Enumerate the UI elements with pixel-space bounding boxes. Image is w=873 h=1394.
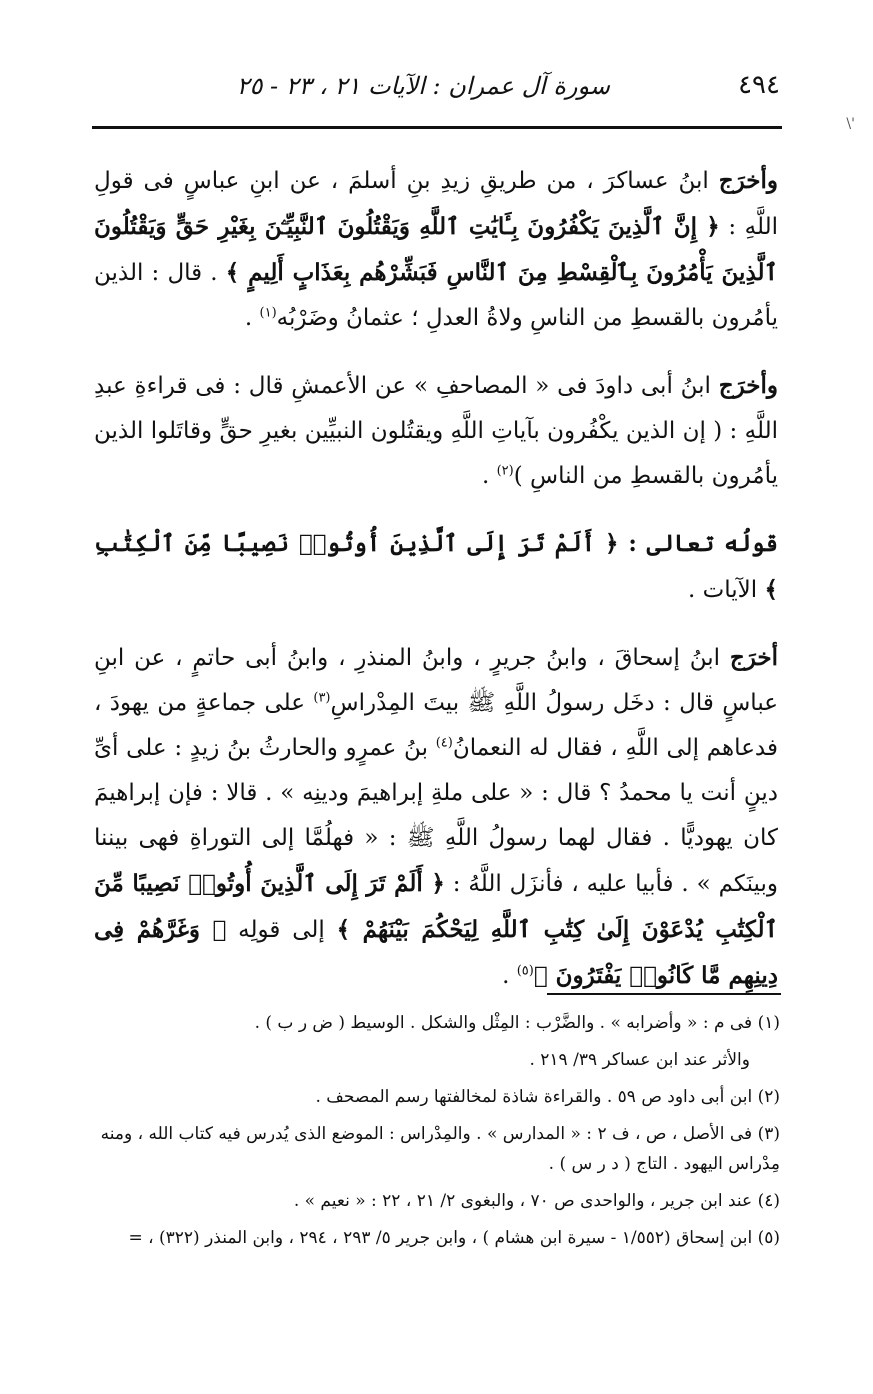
- paragraph-ibn-ishaq: [94, 635, 778, 999]
- paragraph-ibn-asakir: [94, 158, 778, 341]
- page-header: [100, 70, 780, 110]
- main-text: [94, 158, 778, 999]
- quran-verse: ﴿ وَغَرَّهُمْ فِى دِينِهِم مَّا كَانُوا۟ يَفْتَرُونَ ﴾: [94, 916, 778, 989]
- paragraph-text: ابنُ عساكرَ ، من طريقِ زيدِ بنِ أسلمَ ، عن ابنِ عباسٍ فى قولِ اللَّهِ :: [94, 168, 778, 240]
- paragraph-text: .: [481, 463, 497, 489]
- paragraph-text: على جماعةٍ من يهودَ ، فدعاهم إلى اللَّهِ ، فقال له النعمانُ: [94, 690, 778, 761]
- paragraph-text: .: [502, 963, 517, 989]
- margin-mark: \': [846, 116, 855, 132]
- paragraph-text: .: [244, 305, 260, 331]
- paragraph-text: إلى قولِه: [226, 917, 337, 943]
- footnote-ref: (٣): [313, 690, 331, 706]
- footnote-rule: [547, 993, 781, 995]
- paragraph-lead: أخرَج: [729, 644, 778, 671]
- page-number: ٤٩٤: [738, 70, 780, 100]
- footnote-4: (٤) عند ابن جرير ، والواحدى ص ٧٠ ، والبغوى ٢/ ٢١ ، ٢٢ : « نعيم » .: [293, 1191, 780, 1211]
- footnote-1: (١) فى م : « وأضرابه » . والضَّرْب : المِثْل والشكل . الوسيط ( ض ر ب ) .: [254, 1013, 780, 1033]
- footnote-ref: (٤): [435, 735, 453, 751]
- paragraph-lead: وأخرَج: [718, 167, 778, 194]
- footnote-2: (٢) ابن أبى داود ص ٥٩ . والقراءة شاذة لمخالفتها رسم المصحف .: [315, 1087, 780, 1107]
- footnote-5: (٥) ابن إسحاق (١/٥٥٢ - سيرة ابن هشام ) ، وابن جرير ٥/ ٢٩٣ ، ٢٩٤ ، وابن المنذر (٣٢٢) ، =: [128, 1228, 780, 1248]
- running-title: سورة آل عمران : الآيات ٢١ ، ٢٣ - ٢٥: [236, 72, 610, 100]
- verse-heading: [94, 521, 778, 613]
- footnote-1-continuation: والأثر عند ابن عساكر ٣٩/ ٢١٩ .: [529, 1050, 750, 1070]
- footnote-ref: (١): [259, 305, 277, 321]
- footnotes: [100, 1008, 780, 1260]
- paragraph-text: . قال : الذين يأمُرون بالقسطِ من الناسِ ولاةُ العدلِ ؛ عثمانُ وضَرْبُه: [94, 260, 778, 331]
- footnote-3: (٣) فى الأصل ، ص ، ف ٢ : « المدارس » . والمِدْراس : الموضع الذى يُدرس فيه كتاب الله ، ومنه مِدْراس اليهود . التاج ( د ر س ) .: [100, 1124, 780, 1174]
- footnote-ref: (٢): [496, 463, 514, 479]
- paragraph-text: ابنُ أبى داودَ فى « المصاحفِ » عن الأعمشِ قال : فى قراءةِ عبدِ اللَّهِ : ( إن الذين يكْفُرون بآياتِ اللَّهِ ويقتُلون النبيِّين بغيرِ حقٍّ وقاتَلوا الذين يأمُرون بالقسطِ من الناسِ ): [94, 373, 778, 489]
- verse-heading-lead: قولُه تعالى :: [618, 530, 778, 557]
- paragraph-text: بنُ عمرٍو والحارثُ بنُ زيدٍ : على أىِّ دينٍ أنت يا محمدُ ؟ قال : « على ملةِ إبراهيمَ ودينِه » . قالا : فإن إبراهيمَ كان يهوديًّا . فقال لهما رسولُ اللَّهِ ﷺ : « فهلُمَّا إلى التوراةِ فهى بيننا وبينَكم » . فأبيا عليه ، فأنزَل اللَّهُ :: [94, 735, 778, 897]
- paragraph-ibn-abi-dawud: [94, 363, 778, 499]
- quran-verse: ﴿ إِنَّ ٱلَّذِينَ يَكْفُرُونَ بِـَٔايَٰتِ ٱللَّهِ وَيَقْتُلُونَ ٱلنَّبِيِّـۧنَ بِغَيْرِ حَقٍّ وَيَقْتُلُونَ ٱلَّذِينَ يَأْمُرُونَ بِٱلْقِسْطِ مِنَ ٱلنَّاسِ فَبَشِّرْهُم بِعَذَابٍ أَلِيمٍ ﴾: [94, 213, 778, 286]
- quran-verse: ﴿ أَلَمْ تَرَ إِلَى ٱلَّذِينَ أُوتُوا۟ نَصِيبًا مِّنَ ٱلْكِتَٰبِ يُدْعَوْنَ إِلَىٰ كِتَٰبِ ٱللَّهِ لِيَحْكُمَ بَيْنَهُمْ ﴾: [94, 870, 779, 943]
- quran-verse: ﴿ أَلَمْ تَرَ إِلَى ٱلَّذِينَ أُوتُوا۟ نَصِيبًا مِّنَ ٱلْكِتَٰبِ ﴾: [94, 530, 778, 603]
- paragraph-lead: وأخرَج: [718, 372, 778, 399]
- paragraph-text: الآيات .: [688, 577, 765, 603]
- header-rule: [92, 126, 782, 129]
- paragraph-text: ابنُ إسحاقَ ، وابنُ جريرٍ ، وابنُ المنذرِ ، وابنُ أبى حاتمٍ ، عن ابنِ عباسٍ قال : دخَل رسولُ اللَّهِ ﷺ بيتَ المِدْراسِ: [94, 645, 778, 716]
- footnote-ref: (٥): [516, 963, 534, 979]
